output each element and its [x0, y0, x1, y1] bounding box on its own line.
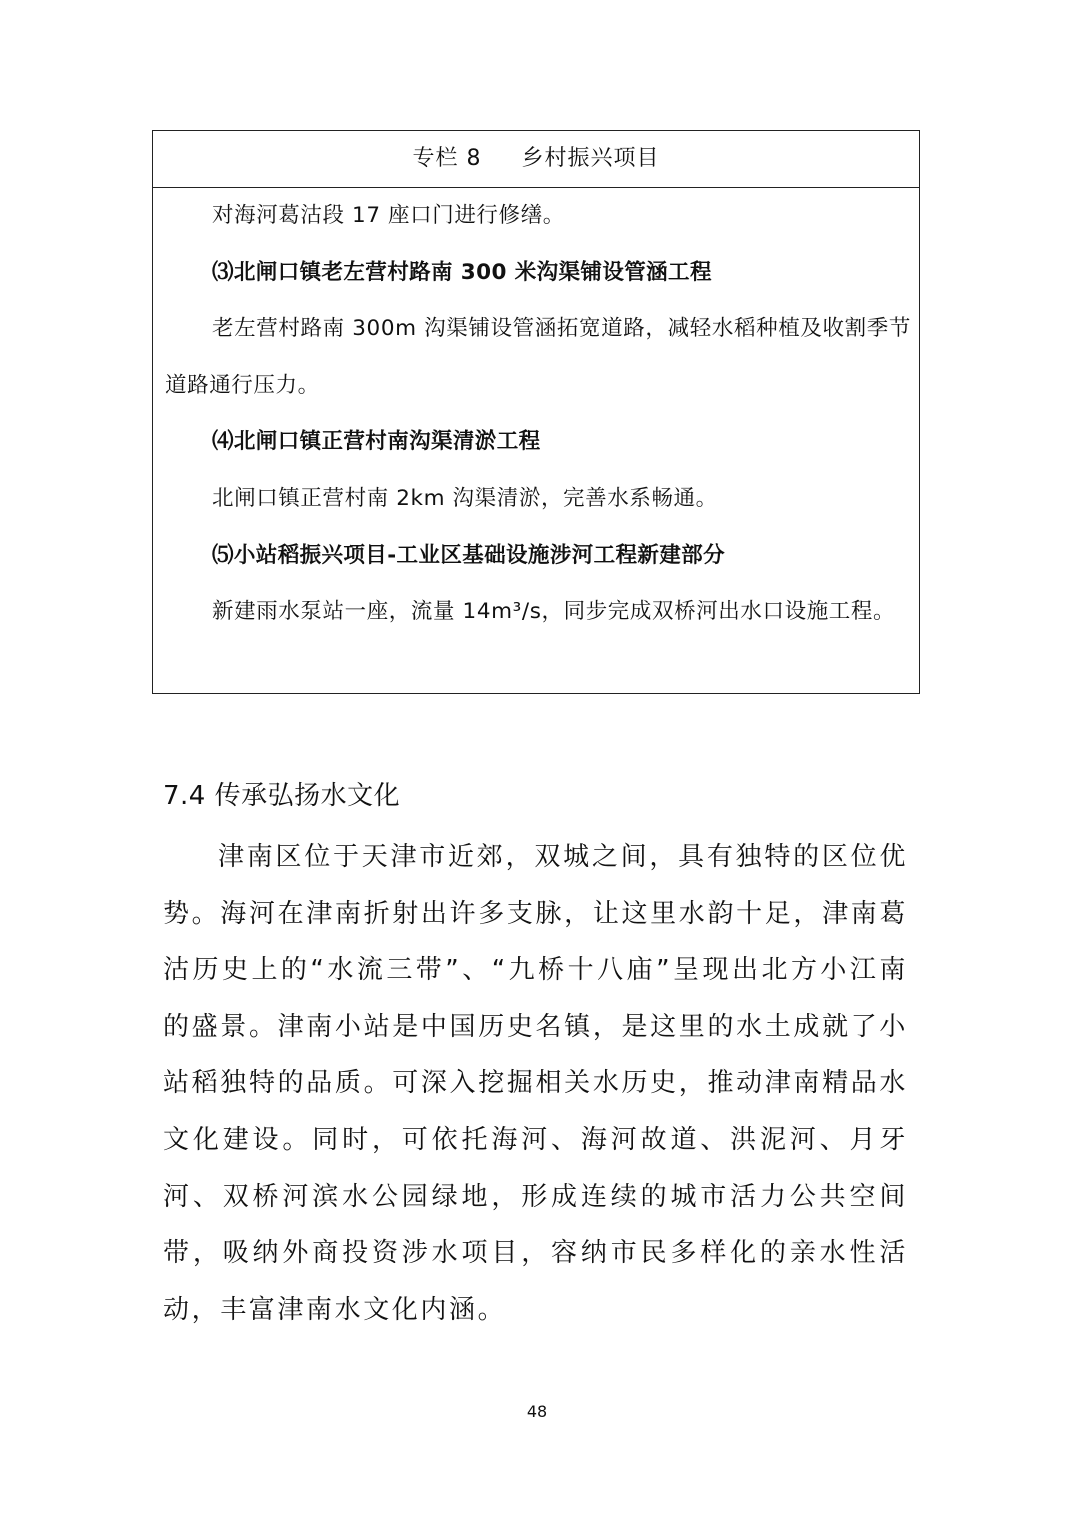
item4-text: 北闸口镇正营村南 2km 沟渠清淤，完善水系畅通。 [212, 485, 718, 511]
section-paragraph: 津南区位于天津市近郊，双城之间，具有独特的区位优势。海河在津南折射出许多支脉，让这里水韵十足，津南葛沽历史上的“水流三带”、“九桥十八庙”呈现出北方小江南的盛景。津南小站是中国历史名镇，是这里的水土成就了小站稻独特的品质。可深入挖掘相关水历史，推动津南精品水文化建设。同时，可依托海河、海河故道、洪泥河、月牙河、双桥河滨水公园绿地，形成连续的城市活力公共空间带，吸纳外商投资涉水项目，容纳市民多样化的亲水性活动，丰富津南水文化内涵。 [163, 842, 908, 1325]
box-header [153, 131, 919, 188]
box-text-line1: 对海河葛沽段 17 座口门进行修缮。 [212, 203, 565, 228]
item5-text: 新建雨水泵站一座，流量 14m³/s，同步完成双桥河出水口设施工程。 [212, 599, 896, 625]
box-header-label: 专栏 8 [412, 146, 482, 171]
box-body [153, 188, 919, 641]
item4-title: ⑷北闸口镇正营村南沟渠清淤工程 [212, 429, 541, 455]
page-number: 48 [526, 1402, 548, 1421]
section-title: 7.4 传承弘扬水文化 [163, 781, 401, 811]
item3-title: ⑶北闸口镇老左营村路南 300 米沟渠铺设管涵工程 [212, 259, 712, 285]
column-box [152, 130, 920, 694]
item3-text: 老左营村路南 300m 沟渠铺设管涵拓宽道路，减轻水稻种植及收割季节道路通行压力。 [165, 316, 911, 398]
item5-title: ⑸小站稻振兴项目-工业区基础设施涉河工程新建部分 [212, 542, 726, 568]
box-header-title: 乡村振兴项目 [521, 146, 660, 171]
